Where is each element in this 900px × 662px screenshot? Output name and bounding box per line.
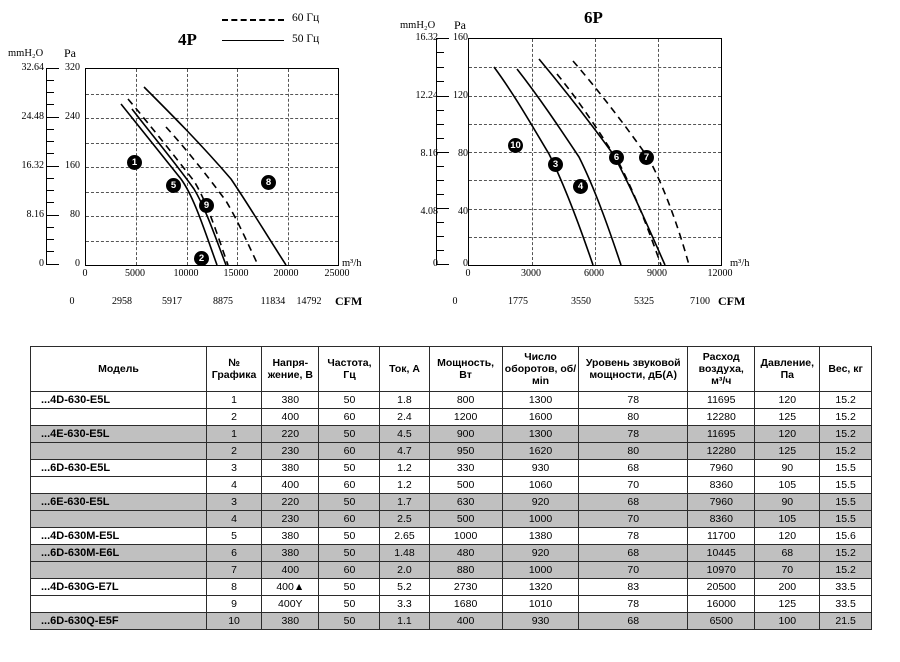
cell-value: 21.5	[820, 613, 872, 630]
cell-value: 15.2	[820, 426, 872, 443]
cell-value: 50	[319, 579, 380, 596]
cell-value: 70	[579, 511, 688, 528]
th-pressure: Давление, Па	[755, 347, 820, 392]
chart-6p-ytick-2: 80	[458, 148, 468, 159]
cell-value: 12280	[688, 443, 755, 460]
cell-value: 950	[429, 443, 502, 460]
chart-4p-xtick-4: 20000	[273, 268, 299, 279]
chart-6p-cfm-tick-3: 5325	[634, 296, 654, 307]
chart-4p-ytick-3: 80	[70, 209, 80, 220]
th-current: Ток, А	[380, 347, 429, 392]
cell-value: 15.2	[820, 392, 872, 409]
cell-value: 70	[755, 562, 820, 579]
chart-4p-curves	[86, 69, 338, 265]
cell-value: 20500	[688, 579, 755, 596]
cell-value: 10	[207, 613, 262, 630]
chart-6p-ytick-left-0: 16.32	[415, 32, 438, 43]
chart-6p-xtick-4: 12000	[707, 268, 733, 279]
cell-value: 1	[207, 392, 262, 409]
chart-4p-cfm-tick-4: 11834	[260, 296, 286, 307]
chart-4p-ytick-left-0: 32.64	[21, 62, 44, 73]
table-row	[31, 443, 872, 460]
cell-value: 480	[429, 545, 502, 562]
cell-model	[31, 596, 207, 613]
cell-model: ...6E-630-E5L	[31, 494, 207, 511]
cell-value: 125	[755, 596, 820, 613]
chart-6p-ytick-0: 160	[453, 32, 468, 43]
cell-value: 16000	[688, 596, 755, 613]
cell-value: 1680	[429, 596, 502, 613]
cell-value: 5.2	[380, 579, 429, 596]
cell-value: 125	[755, 443, 820, 460]
th-graph-no: № Графика	[207, 347, 262, 392]
cell-value: 50	[319, 460, 380, 477]
th-voltage: Напря-жение, В	[262, 347, 319, 392]
cell-value: 1.2	[380, 460, 429, 477]
cell-value: 1.48	[380, 545, 429, 562]
cell-model	[31, 562, 207, 579]
chart-4p-plot	[85, 68, 339, 266]
cell-value: 15.2	[820, 443, 872, 460]
chart-6p-plot	[468, 38, 722, 266]
cell-value: 83	[579, 579, 688, 596]
chart-4p-ytick-left-2: 16.32	[21, 160, 44, 171]
cell-value: 90	[755, 460, 820, 477]
cell-value: 2.5	[380, 511, 429, 528]
cell-value: 78	[579, 528, 688, 545]
cell-value: 230	[262, 443, 319, 460]
chart-6p-ytick-left-3: 4.08	[420, 206, 438, 217]
chart-4p-y-unit-left: mmH₂O	[8, 48, 44, 59]
cell-value: 380	[262, 528, 319, 545]
cell-value: 1.2	[380, 477, 429, 494]
th-rpm: Число оборотов, об/мin	[502, 347, 579, 392]
chart-6p-xtick-1: 3000	[521, 268, 541, 279]
cell-model: ...4D-630-E5L	[31, 392, 207, 409]
chart-6p-x-unit-bottom: CFM	[718, 294, 746, 308]
cell-value: 15.5	[820, 460, 872, 477]
table-row	[31, 409, 872, 426]
table-row	[31, 613, 872, 630]
chart-6p-bullet-7: 7	[639, 150, 654, 165]
cell-value: 8360	[688, 511, 755, 528]
cell-value: 400	[262, 409, 319, 426]
cell-value: 50	[319, 596, 380, 613]
cell-value: 105	[755, 511, 820, 528]
cell-value: 33.5	[820, 596, 872, 613]
chart-6p-xtick-0: 0	[465, 268, 471, 279]
cell-value: 120	[755, 528, 820, 545]
cell-value: 15.2	[820, 545, 872, 562]
cell-value: 50	[319, 426, 380, 443]
cell-value: 1000	[429, 528, 502, 545]
chart-4p-cfm-tick-3: 8875	[213, 296, 233, 307]
chart-6p-bullet-4: 4	[573, 179, 588, 194]
cell-value: 400	[262, 477, 319, 494]
chart-6p-ytick-3: 40	[458, 206, 468, 217]
cell-value: 50	[319, 528, 380, 545]
specification-table	[30, 346, 872, 630]
cell-value: 15.5	[820, 511, 872, 528]
cell-value: 2	[207, 409, 262, 426]
cell-value: 33.5	[820, 579, 872, 596]
cell-value: 230	[262, 511, 319, 528]
cell-value: 120	[755, 426, 820, 443]
cell-value: 90	[755, 494, 820, 511]
chart-4p-bullet-9: 9	[199, 198, 214, 213]
cell-value: 900	[429, 426, 502, 443]
cell-value: 68	[579, 613, 688, 630]
chart-6p-bullet-3: 3	[548, 157, 563, 172]
cell-value: 880	[429, 562, 502, 579]
cell-value: 15.2	[820, 409, 872, 426]
cell-value: 5	[207, 528, 262, 545]
cell-value: 1620	[502, 443, 579, 460]
table-header-row	[31, 347, 872, 392]
cell-value: 100	[755, 613, 820, 630]
cell-value: 4	[207, 511, 262, 528]
cell-value: 80	[579, 409, 688, 426]
cell-value: 330	[429, 460, 502, 477]
cell-value: 125	[755, 409, 820, 426]
cell-value: 2.65	[380, 528, 429, 545]
table-row	[31, 494, 872, 511]
cell-value: 2.4	[380, 409, 429, 426]
cell-model: ...6D-630-E5L	[31, 460, 207, 477]
cell-value: 920	[502, 494, 579, 511]
table-row	[31, 460, 872, 477]
cell-value: 4	[207, 477, 262, 494]
cell-value: 11695	[688, 426, 755, 443]
cell-value: 1300	[502, 392, 579, 409]
cell-value: 1600	[502, 409, 579, 426]
cell-value: 7960	[688, 494, 755, 511]
chart-4p-y-unit-right: Pa	[64, 46, 76, 60]
cell-value: 60	[319, 511, 380, 528]
cell-value: 15.2	[820, 562, 872, 579]
chart-6p-ytick-4: 0	[463, 258, 468, 269]
legend-label-60hz: 60 Гц	[292, 12, 320, 24]
chart-4p-cfm-tick-1: 2958	[112, 296, 132, 307]
chart-6p-ytick-left-4: 0	[433, 258, 438, 269]
cell-model: ...4E-630-E5L	[31, 426, 207, 443]
cell-value: 1380	[502, 528, 579, 545]
cell-value: 10970	[688, 562, 755, 579]
th-model: Модель	[31, 347, 207, 392]
chart-4p-x-unit-top: m³/h	[342, 258, 362, 269]
cell-model	[31, 477, 207, 494]
cell-value: 68	[755, 545, 820, 562]
cell-value: 1000	[502, 511, 579, 528]
cell-value: 60	[319, 443, 380, 460]
cell-value: 3	[207, 494, 262, 511]
chart-4p-bullet-2: 2	[194, 251, 209, 266]
chart-4p-ytick-1: 240	[65, 111, 80, 122]
cell-value: 68	[579, 460, 688, 477]
cell-value: 78	[579, 426, 688, 443]
chart-6p-bullet-6: 6	[609, 150, 624, 165]
cell-value: 1000	[502, 562, 579, 579]
chart-4p-cfm-tick-2: 5917	[162, 296, 182, 307]
cell-model: ...4D-630M-E5L	[31, 528, 207, 545]
cell-value: 9	[207, 596, 262, 613]
chart-6p-title: 6P	[584, 8, 603, 27]
chart-6p-left-ruler	[436, 38, 452, 264]
chart-4p-bullet-8: 8	[261, 175, 276, 190]
cell-value: 50	[319, 494, 380, 511]
th-frequency: Частота, Гц	[319, 347, 380, 392]
cell-value: 4.5	[380, 426, 429, 443]
cell-model: ...6D-630Q-E5F	[31, 613, 207, 630]
cell-value: 8360	[688, 477, 755, 494]
table-row	[31, 392, 872, 409]
table-row	[31, 477, 872, 494]
cell-value: 60	[319, 477, 380, 494]
cell-value: 1.8	[380, 392, 429, 409]
table-row	[31, 528, 872, 545]
th-sound-level: Уровень звуковой мощности, дБ(А)	[579, 347, 688, 392]
chart-6p-ytick-left-1: 12.24	[415, 90, 438, 101]
chart-6p-bullet-10: 10	[508, 138, 523, 153]
cell-value: 630	[429, 494, 502, 511]
cell-value: 11695	[688, 392, 755, 409]
cell-value: 3	[207, 460, 262, 477]
cell-value: 400	[262, 562, 319, 579]
cell-value: 500	[429, 477, 502, 494]
chart-6p-cfm-tick-2: 3550	[571, 296, 591, 307]
table-row	[31, 579, 872, 596]
cell-value: 60	[319, 562, 380, 579]
chart-4p-ytick-left-1: 24.48	[21, 111, 44, 122]
cell-value: 400	[429, 613, 502, 630]
chart-6p-xtick-2: 6000	[584, 268, 604, 279]
cell-value: 70	[579, 477, 688, 494]
cell-model: ...4D-630G-E7L	[31, 579, 207, 596]
table-row	[31, 426, 872, 443]
chart-4p-bullet-5: 5	[166, 178, 181, 193]
cell-value: 60	[319, 409, 380, 426]
chart-6p-x-unit-top: m³/h	[730, 258, 750, 269]
cell-value: 50	[319, 392, 380, 409]
chart-6p-cfm-tick-0: 0	[452, 296, 458, 307]
cell-value: 1200	[429, 409, 502, 426]
cell-value: 400▲	[262, 579, 319, 596]
cell-value: 50	[319, 613, 380, 630]
cell-value: 220	[262, 426, 319, 443]
cell-value: 11700	[688, 528, 755, 545]
cell-value: 7960	[688, 460, 755, 477]
cell-value: 380	[262, 392, 319, 409]
th-weight: Вес, кг	[820, 347, 872, 392]
cell-value: 400Y	[262, 596, 319, 613]
cell-value: 6500	[688, 613, 755, 630]
cell-value: 12280	[688, 409, 755, 426]
cell-value: 1320	[502, 579, 579, 596]
chart-4p-xtick-2: 10000	[173, 268, 199, 279]
cell-value: 200	[755, 579, 820, 596]
chart-4p-xtick-5: 25000	[324, 268, 350, 279]
chart-6p	[390, 0, 900, 320]
chart-4p-ytick-0: 320	[65, 62, 80, 73]
th-power: Мощность, Вт	[429, 347, 502, 392]
cell-value: 220	[262, 494, 319, 511]
chart-6p-y-unit-right: Pa	[454, 18, 466, 32]
th-airflow: Расход воздуха, м³/ч	[688, 347, 755, 392]
chart-4p-ytick-left-4: 0	[39, 258, 44, 269]
cell-value: 380	[262, 460, 319, 477]
chart-4p-xtick-3: 15000	[223, 268, 249, 279]
cell-model	[31, 511, 207, 528]
chart-4p-ytick-2: 160	[65, 160, 80, 171]
cell-value: 15.6	[820, 528, 872, 545]
chart-4p-cfm-tick-5: 14792	[296, 296, 322, 307]
cell-value: 930	[502, 460, 579, 477]
cell-value: 7	[207, 562, 262, 579]
table-row	[31, 511, 872, 528]
chart-6p-cfm-tick-1: 1775	[508, 296, 528, 307]
cell-value: 920	[502, 545, 579, 562]
cell-value: 1.1	[380, 613, 429, 630]
chart-4p-ytick-4: 0	[75, 258, 80, 269]
chart-4p-ytick-left-3: 8.16	[26, 209, 44, 220]
cell-model: ...6D-630M-E6L	[31, 545, 207, 562]
chart-4p	[0, 0, 440, 320]
cell-model	[31, 443, 207, 460]
cell-value: 380	[262, 613, 319, 630]
cell-value: 1.7	[380, 494, 429, 511]
chart-6p-ytick-1: 120	[453, 90, 468, 101]
chart-6p-y-unit-left: mmH₂O	[400, 20, 436, 31]
cell-model	[31, 409, 207, 426]
cell-value: 3.3	[380, 596, 429, 613]
cell-value: 80	[579, 443, 688, 460]
chart-6p-curves	[469, 39, 721, 265]
chart-4p-xtick-1: 5000	[125, 268, 145, 279]
cell-value: 15.5	[820, 477, 872, 494]
cell-value: 10445	[688, 545, 755, 562]
cell-value: 930	[502, 613, 579, 630]
chart-4p-xtick-0: 0	[82, 268, 88, 279]
chart-6p-cfm-tick-4: 7100	[690, 296, 710, 307]
cell-value: 105	[755, 477, 820, 494]
chart-4p-title: 4P	[178, 30, 197, 49]
cell-value: 6	[207, 545, 262, 562]
cell-value: 4.7	[380, 443, 429, 460]
chart-4p-x-unit-bottom: CFM	[335, 294, 363, 308]
cell-value: 68	[579, 494, 688, 511]
cell-value: 1	[207, 426, 262, 443]
chart-4p-cfm-tick-0: 0	[69, 296, 75, 307]
cell-value: 78	[579, 596, 688, 613]
table-row	[31, 596, 872, 613]
chart-4p-bullet-1: 1	[127, 155, 142, 170]
chart-6p-ytick-left-2: 8.16	[420, 148, 438, 159]
cell-value: 8	[207, 579, 262, 596]
cell-value: 68	[579, 545, 688, 562]
cell-value: 1060	[502, 477, 579, 494]
cell-value: 500	[429, 511, 502, 528]
cell-value: 120	[755, 392, 820, 409]
cell-value: 800	[429, 392, 502, 409]
cell-value: 70	[579, 562, 688, 579]
cell-value: 2730	[429, 579, 502, 596]
cell-value: 2	[207, 443, 262, 460]
legend-label-50hz: 50 Гц	[292, 33, 320, 45]
cell-value: 2.0	[380, 562, 429, 579]
chart-6p-xtick-3: 9000	[647, 268, 667, 279]
cell-value: 1300	[502, 426, 579, 443]
cell-value: 380	[262, 545, 319, 562]
cell-value: 15.5	[820, 494, 872, 511]
table-row	[31, 545, 872, 562]
cell-value: 78	[579, 392, 688, 409]
cell-value: 1010	[502, 596, 579, 613]
cell-value: 50	[319, 545, 380, 562]
table-row	[31, 562, 872, 579]
